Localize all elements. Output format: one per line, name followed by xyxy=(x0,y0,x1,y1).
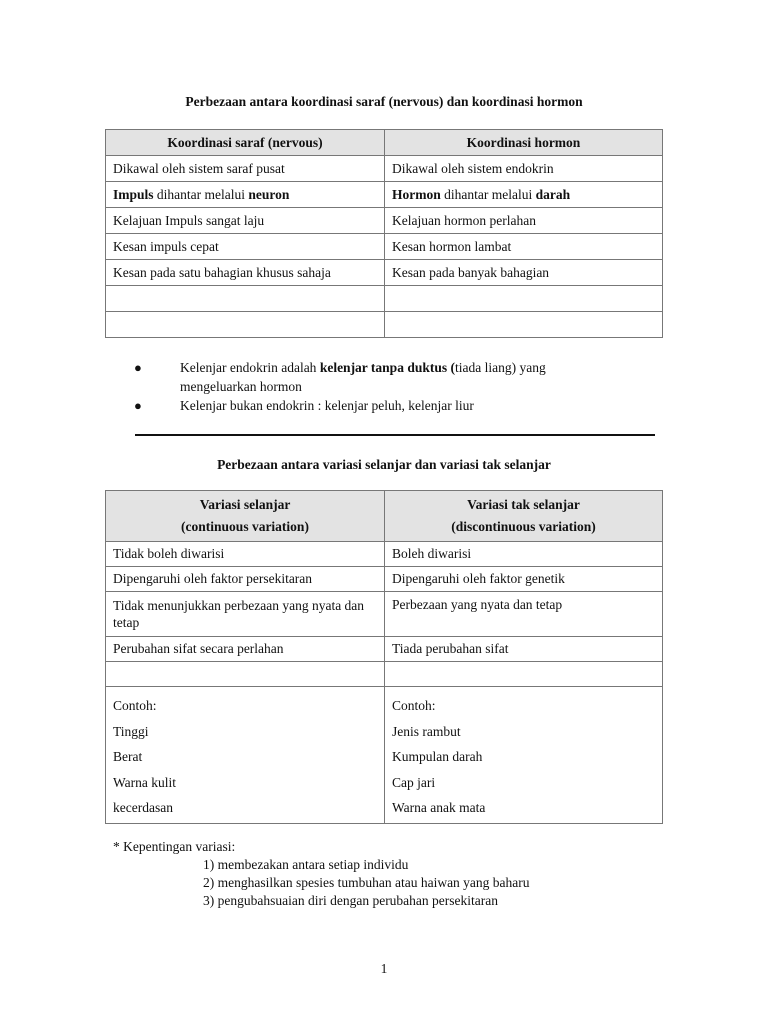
table-cell: Dikawal oleh sistem saraf pusat xyxy=(106,156,385,182)
example-item: kecerdasan xyxy=(113,800,173,815)
importance-item: 2) menghasilkan spesies tumbuhan atau haiwan yang baharu xyxy=(203,875,530,890)
table-cell: Tidak boleh diwarisi xyxy=(106,542,385,567)
table-cell: Tidak menunjukkan perbezaan yang nyata dan tetap xyxy=(106,592,385,637)
table-cell: Dikawal oleh sistem endokrin xyxy=(385,156,663,182)
bullet-text: tiada liang) yang xyxy=(454,360,546,375)
nervous-hormone-table xyxy=(105,129,663,338)
table-header-row xyxy=(106,491,663,542)
horizontal-rule xyxy=(135,434,655,436)
empty-cell xyxy=(106,286,385,312)
table-row xyxy=(106,234,663,260)
example-item: Warna kulit xyxy=(113,774,177,790)
bold-term: Impuls xyxy=(113,186,154,202)
bullet-dot: ● xyxy=(134,398,142,413)
empty-cell xyxy=(106,662,385,687)
table-row xyxy=(106,260,663,286)
table-cell: Tiada perubahan sifat xyxy=(385,637,663,662)
table-row xyxy=(106,542,663,567)
table-cell: Kesan pada banyak bahagian xyxy=(385,260,663,286)
examples-cell xyxy=(385,687,663,824)
example-item: Jenis rambut xyxy=(392,723,461,739)
header-cell xyxy=(106,491,385,542)
importance-heading: * Kepentingan variasi: xyxy=(113,839,236,854)
empty-cell xyxy=(385,662,663,687)
table-row xyxy=(106,208,663,234)
table-cell: Perbezaan yang nyata dan tetap xyxy=(385,592,663,637)
bullet-text: Kelenjar bukan endokrin : kelenjar peluh, kelenjar liur xyxy=(180,398,474,413)
example-item: Berat xyxy=(113,749,143,764)
empty-row xyxy=(106,286,663,312)
example-item: Cap jari xyxy=(392,774,436,790)
table-row xyxy=(106,182,663,208)
table-cell: Kesan impuls cepat xyxy=(106,234,385,260)
empty-row xyxy=(106,312,663,338)
table1-title: Perbezaan antara koordinasi saraf (nervous) dan koordinasi hormon xyxy=(185,94,583,109)
bullet-list xyxy=(130,358,650,415)
header-line: Variasi selanjar xyxy=(199,497,291,512)
variation-table xyxy=(105,490,663,824)
bullet-dot: ● xyxy=(134,360,142,375)
table-cell: Kelajuan Impuls sangat laju xyxy=(106,208,385,234)
importance-item: 1) membezakan antara setiap individu xyxy=(203,857,409,872)
examples-cell xyxy=(106,687,385,824)
example-item: Kumpulan darah xyxy=(392,749,483,764)
bold-term: Hormon xyxy=(392,186,441,202)
example-item: Tinggi xyxy=(113,723,149,739)
importance-item: 3) pengubahsuaian diri dengan perubahan persekitaran xyxy=(203,893,499,908)
bullet-item xyxy=(130,358,650,396)
table-row xyxy=(106,637,663,662)
empty-cell xyxy=(385,286,663,312)
empty-row xyxy=(106,662,663,687)
table-cell: Dipengaruhi oleh faktor genetik xyxy=(385,567,663,592)
table-row xyxy=(106,156,663,182)
examples-row xyxy=(106,687,663,824)
header-cell xyxy=(385,491,663,542)
page-number: 1 xyxy=(380,961,388,976)
table-cell xyxy=(385,182,663,208)
table-cell xyxy=(106,182,385,208)
bold-term: neuron xyxy=(248,186,290,202)
empty-cell xyxy=(106,312,385,338)
table-header-row xyxy=(106,130,663,156)
table-row xyxy=(106,567,663,592)
importance-section xyxy=(113,838,673,910)
cell-text: dihantar melalui xyxy=(153,186,249,202)
example-item: Contoh: xyxy=(392,698,436,713)
bold-term: darah xyxy=(535,186,571,202)
table-cell: Kesan pada satu bahagian khusus sahaja xyxy=(106,260,385,286)
table-cell: Dipengaruhi oleh faktor persekitaran xyxy=(106,567,385,592)
table-row xyxy=(106,592,663,637)
example-item: Warna anak mata xyxy=(392,800,486,815)
header-cell: Koordinasi hormon xyxy=(385,130,663,156)
table-cell: Kelajuan hormon perlahan xyxy=(385,208,663,234)
bullet-text: Kelenjar endokrin adalah xyxy=(180,360,320,375)
empty-cell xyxy=(385,312,663,338)
table-cell: Boleh diwarisi xyxy=(385,542,663,567)
example-item: Contoh: xyxy=(113,698,157,713)
table-cell: Perubahan sifat secara perlahan xyxy=(106,637,385,662)
header-line: (discontinuous variation) xyxy=(451,519,596,534)
bullet-text: mengeluarkan hormon xyxy=(180,379,302,394)
header-line: Variasi tak selanjar xyxy=(467,497,580,512)
bold-term: kelenjar tanpa duktus ( xyxy=(319,360,455,375)
table2-title: Perbezaan antara variasi selanjar dan variasi tak selanjar xyxy=(217,457,551,472)
header-line: (continuous variation) xyxy=(181,519,309,534)
table-cell: Kesan hormon lambat xyxy=(385,234,663,260)
cell-text: dihantar melalui xyxy=(440,186,536,202)
header-cell: Koordinasi saraf (nervous) xyxy=(106,130,385,156)
bullet-item xyxy=(130,396,650,415)
